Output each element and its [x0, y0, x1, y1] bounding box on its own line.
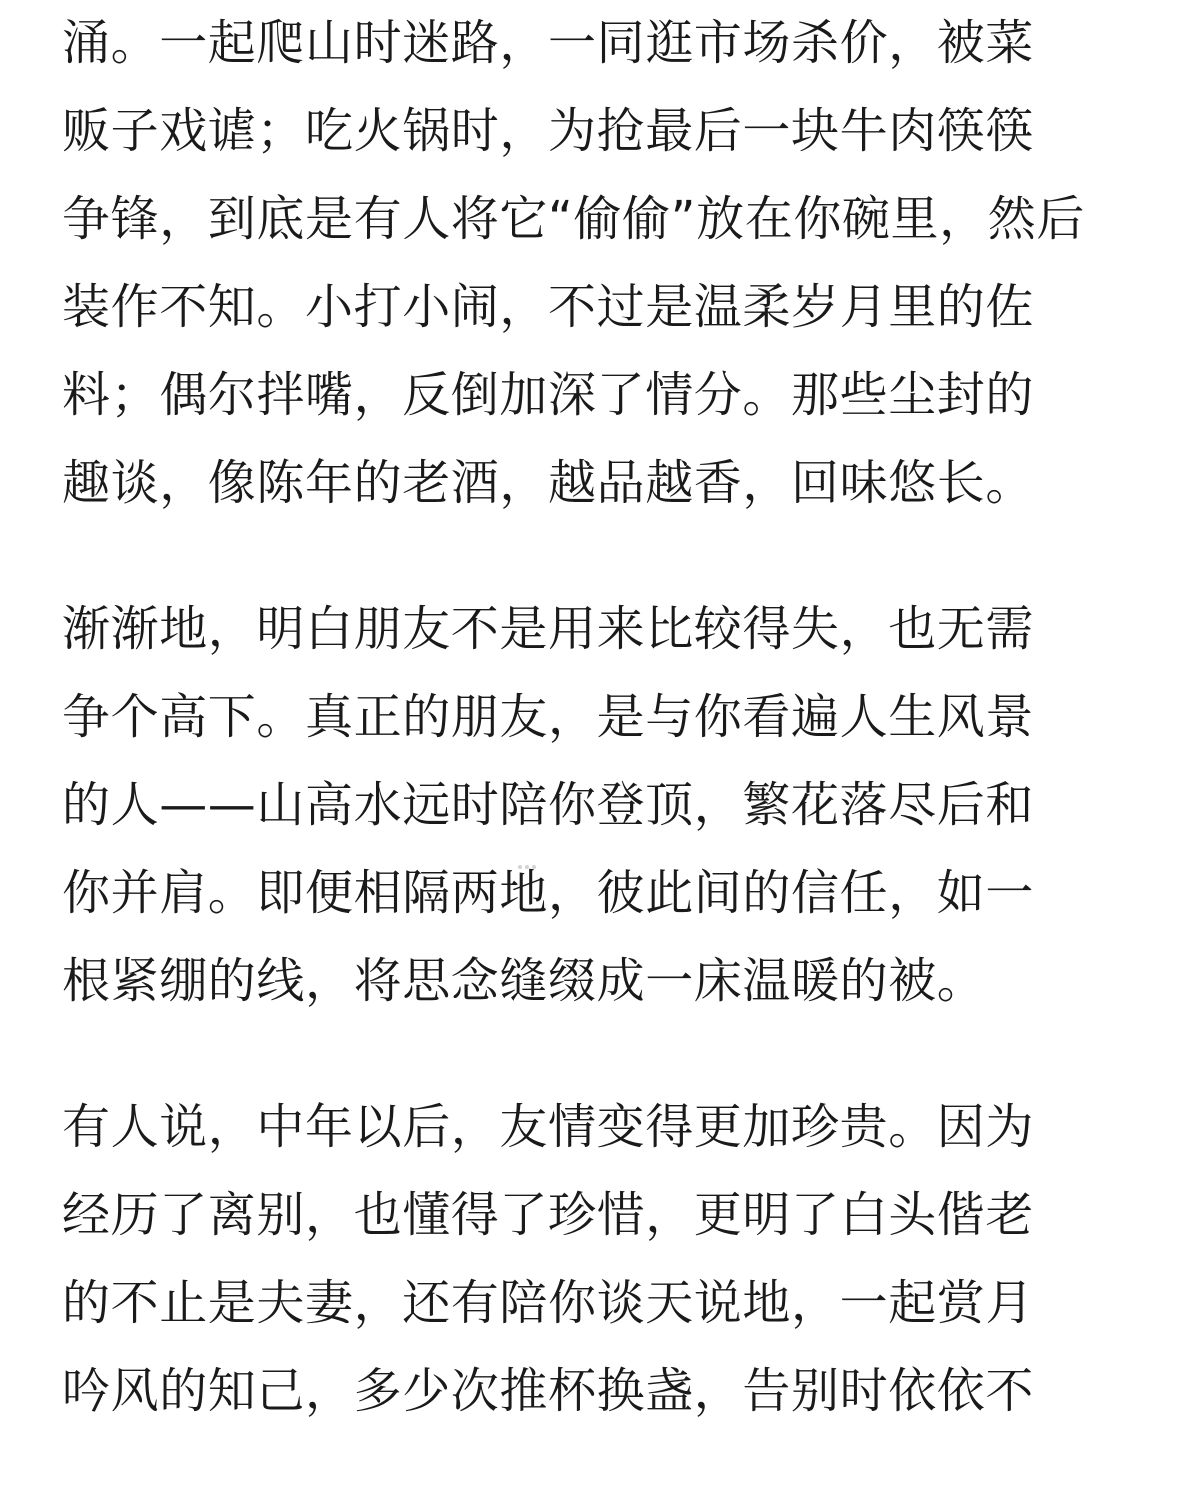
- text-line: 渐渐地，明白朋友不是用来比较得失，也无需: [62, 601, 1035, 657]
- article-body: [62, 0, 1122, 1493]
- text-line: 料；偶尔拌嘴，反倒加深了情分。那些尘封的: [62, 367, 1035, 423]
- text-line: 争个高下。真正的朋友，是与你看遍人生风景: [62, 689, 1035, 745]
- text-line: 装作不知。小打小闹，不过是温柔岁月里的佐: [62, 279, 1035, 335]
- text-line: 贩子戏谑；吃火锅时，为抢最后一块牛肉筷筷: [62, 103, 1035, 159]
- text-line: 的不止是夫妻，还有陪你谈天说地，一起赏月: [62, 1275, 1035, 1331]
- text-line: 有人说，中年以后，友情变得更加珍贵。因为: [62, 1099, 1035, 1155]
- dot: [525, 865, 529, 869]
- dot: [532, 865, 536, 869]
- text-line: 涌。一起爬山时迷路，一同逛市场杀价，被菜: [62, 15, 1035, 71]
- paragraph-3: [62, 1083, 1122, 1435]
- overlay-dots-icon: [518, 865, 546, 871]
- paragraph-1: [62, 0, 1122, 527]
- text-line: 争锋，到底是有人将它“偷偷”放在你碗里，然后: [62, 191, 1085, 247]
- text-line: 你并肩。即便相隔两地，彼此间的信任，如一: [62, 865, 1035, 921]
- text-line: 趣谈，像陈年的老酒，越品越香，回味悠长。: [62, 455, 1035, 511]
- text-line: 根紧绷的线，将思念缝缀成一床温暖的被。: [62, 953, 986, 1009]
- dot: [518, 865, 522, 869]
- text-line: 经历了离别，也懂得了珍惜，更明了白头偕老: [62, 1187, 1035, 1243]
- text-line: 吟风的知己，多少次推杯换盏，告别时依依不: [62, 1363, 1035, 1419]
- paragraph-2: [62, 585, 1122, 1025]
- text-line: 的人——山高水远时陪你登顶，繁花落尽后和: [62, 777, 1035, 833]
